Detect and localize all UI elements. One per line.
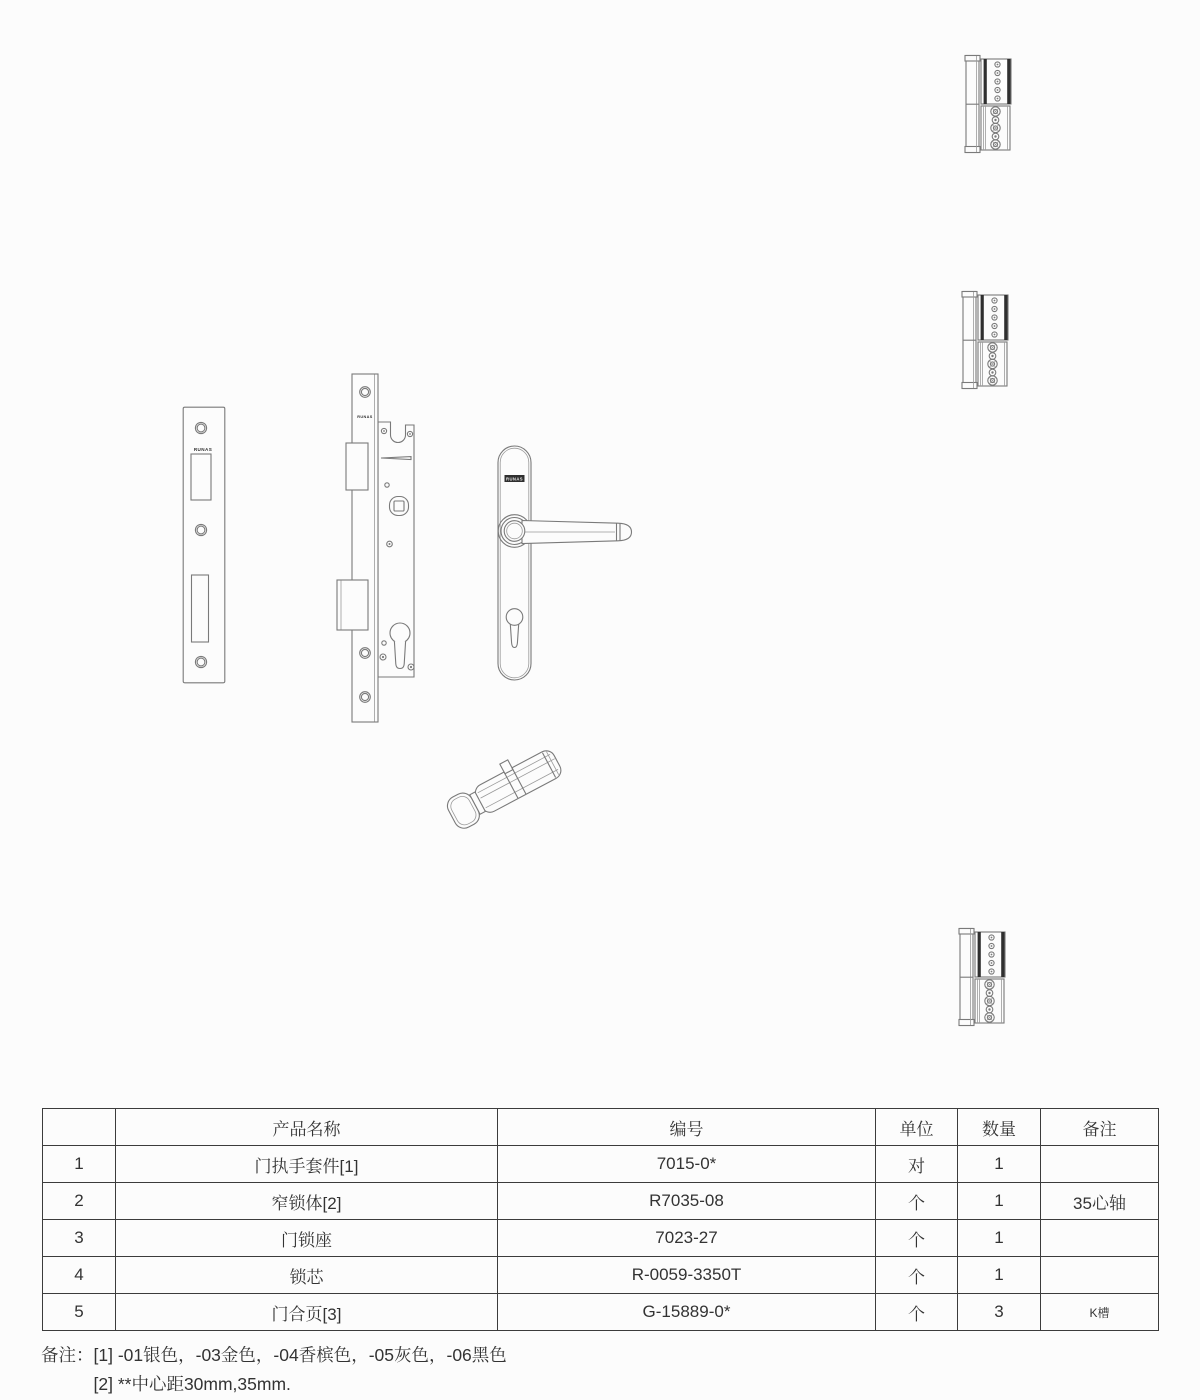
cell-unit: 个: [876, 1183, 958, 1220]
cell-note: 35心轴: [1041, 1183, 1159, 1220]
brand-logo: RUNAS: [193, 447, 213, 452]
header-index: [43, 1109, 116, 1146]
footnote-label: 备注：: [41, 1345, 94, 1365]
cell-qty: 1: [958, 1146, 1041, 1183]
cell-name: 门锁座: [116, 1220, 498, 1257]
header-product-name: 产品名称: [116, 1109, 498, 1146]
cell-note: [1041, 1146, 1159, 1183]
cell-unit: 对: [876, 1146, 958, 1183]
lock-cylinder-drawing: [443, 742, 583, 854]
cell-qty: 1: [958, 1220, 1041, 1257]
latch-bolt: [346, 443, 368, 490]
hinge-drawing-middle: [961, 286, 1011, 394]
cell-unit: 个: [876, 1294, 958, 1331]
table-row: [43, 1146, 1159, 1183]
brand-logo-block: [505, 475, 525, 482]
brand-logo: RUNAS: [357, 415, 373, 419]
header-code: 编号: [498, 1109, 876, 1146]
cell-name: 窄锁体[2]: [116, 1183, 498, 1220]
parts-table: [42, 1108, 1159, 1331]
brand-logo: RUNAS: [506, 476, 523, 482]
header-qty: 数量: [958, 1109, 1041, 1146]
table-row: [43, 1220, 1159, 1257]
cell-code: 7015-0*: [498, 1146, 876, 1183]
header-note: 备注: [1041, 1109, 1159, 1146]
cell-name: 门执手套件[1]: [116, 1146, 498, 1183]
dead-bolt: [337, 580, 368, 630]
cell-code: G-15889-0*: [498, 1294, 876, 1331]
table-row: [43, 1294, 1159, 1331]
cell-note: K槽: [1041, 1294, 1159, 1331]
footnotes: [41, 1341, 507, 1399]
cell-qty: 1: [958, 1183, 1041, 1220]
cell-no: 1: [43, 1146, 116, 1183]
cell-no: 5: [43, 1294, 116, 1331]
cell-no: 4: [43, 1257, 116, 1294]
table-row: [43, 1257, 1159, 1294]
header-unit: 单位: [876, 1109, 958, 1146]
cell-no: 2: [43, 1183, 116, 1220]
cell-code: R7035-08: [498, 1183, 876, 1220]
cell-unit: 个: [876, 1257, 958, 1294]
cell-code: 7023-27: [498, 1220, 876, 1257]
table-header-row: [43, 1109, 1159, 1146]
cell-code: R-0059-3350T: [498, 1257, 876, 1294]
cell-name: 门合页[3]: [116, 1294, 498, 1331]
cell-unit: 个: [876, 1220, 958, 1257]
footnote-line-2: [2] **中心距30mm,35mm.: [93, 1374, 291, 1394]
hinge-drawing-top: [964, 50, 1014, 158]
strike-plate-drawing: [182, 406, 226, 684]
hinge-drawing-bottom: [958, 923, 1008, 1031]
cell-qty: 1: [958, 1257, 1041, 1294]
cell-no: 3: [43, 1220, 116, 1257]
cell-name: 锁芯: [116, 1257, 498, 1294]
cell-qty: 3: [958, 1294, 1041, 1331]
cell-note: [1041, 1220, 1159, 1257]
door-handle-set-drawing: [495, 444, 637, 684]
cylinder-body: [468, 742, 564, 815]
table-row: [43, 1183, 1159, 1220]
lever-handle: [504, 521, 631, 544]
narrow-lock-body-drawing: [330, 372, 418, 724]
footnote-line-1: [1] -01银色，-03金色，-04香槟色，-05灰色，-06黑色: [93, 1345, 507, 1365]
cell-note: [1041, 1257, 1159, 1294]
